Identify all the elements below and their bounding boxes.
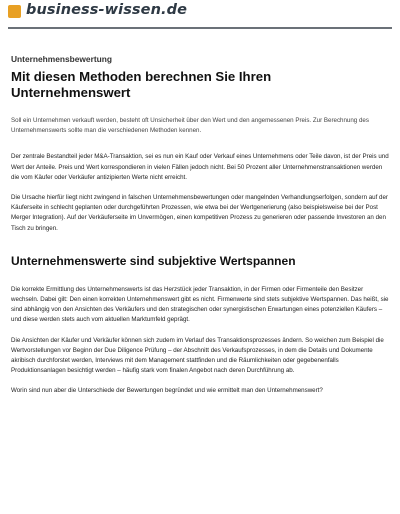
header-divider [8,27,392,29]
article-subheading: Unternehmenswerte sind subjektive Wertspannen [11,253,296,268]
logo-text: business-wissen.de [26,2,188,18]
article-paragraph: Die Ansichten der Käufer und Verkäufer können sich zudem im Verlauf des Transaktionsprozesses ändern. So weichen zum Beispiel die Wertvorstellungen vor Beginn der Due Diligence Prüfung – der Abschnitt des Verkaufsprozesses, in dem die Details und Dokumente akribisch durchforstet werden, Interviews mit dem Management stattfinden und die Räumlichkeiten oder gegebenenfalls Produktionsanlagen besichtigt werden – häufig stark vom finalen Angebot nach deren Durchführung ab. [11,336,384,375]
site-header [0,0,400,30]
site-logo[interactable] [8,2,187,18]
article-paragraph: Die korrekte Ermittlung des Unternehmenswerts ist das Herzstück jeder Transaktion, in der Firmen oder Firmenteile den Besitzer wechseln. Dabei gilt: Den einen korrekten Unternehmenswert gibt es nicht. Firmenwerte sind stets subjektive Wertspannen. Das heißt, sie sind abhängig von den Ansichten des Verkäufers und den strategischen oder synergistischen Erwartungen eines potenziellen Käufers – und diese werden stets auch vom aktuellen Marktumfeld geprägt. [11,285,389,324]
article-paragraph: Worin sind nun aber die Unterschiede der Bewertungen begründet und wie ermittelt man den Unternehmenswert? [11,387,323,395]
article-title: Mit diesen Methoden berechnen Sie Ihren Unternehmenswert [11,69,272,100]
article [0,54,400,397]
article-paragraph: Die Ursache hierfür liegt nicht zwingend in falschen Unternehmensbewertungen oder mangelnden Verhandlungserfolgen, sondern auf der Käuferseite in schlecht geplanten oder durchgeführten Prozessen, wie etwa bei der Wertgenerierung (also beispielsweise bei der Post Merger Integration). Auf der Verkäuferseite im Unvermögen, einen kompetitiven Prozess zu generieren oder passende Investoren an den Tisch zu bringen. [11,194,388,232]
article-kicker: Unternehmensbewertung [11,54,112,64]
square-logo-icon [8,5,21,18]
article-lead: Soll ein Unternehmen verkauft werden, besteht oft Unsicherheit über den Wert und den angemessenen Preis. Zur Berechnung des Unternehmenswerts sollte man die verschiedenen Methoden kennen. [11,117,369,135]
article-paragraph: Der zentrale Bestandteil jeder M&A-Transaktion, sei es nun ein Kauf oder Verkauf eines Unternehmens oder Teile davon, ist der Preis und Wert der Anteile. Preis und Wert korrespondieren in vielen Fällen jedoch nicht. Bei 50 Prozent aller Unternehmenstransaktionen werden die vom Käufer oder Verkäufer antizipierten Werte nicht erreicht. [11,153,389,181]
